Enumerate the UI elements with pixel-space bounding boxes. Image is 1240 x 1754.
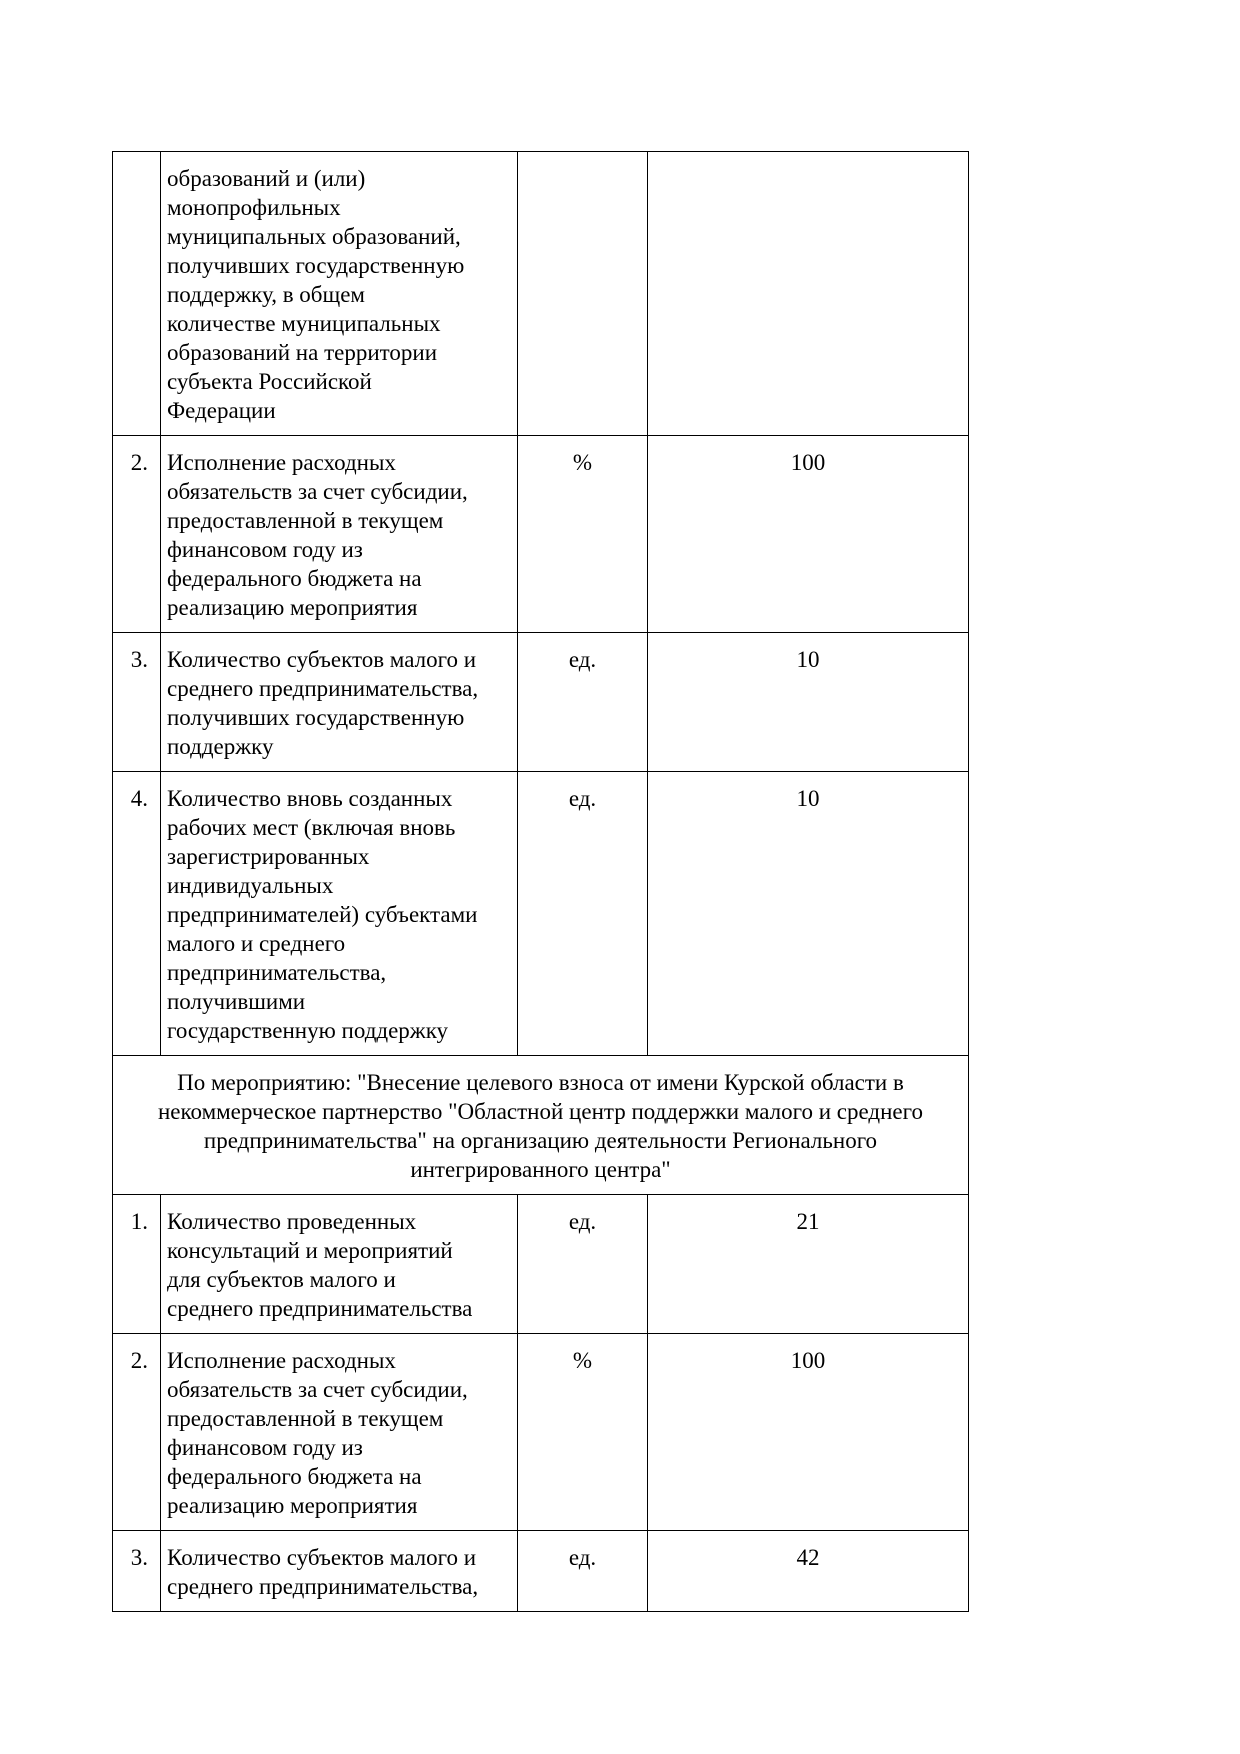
table-row — [113, 1195, 969, 1334]
description-line: финансовом году из — [167, 537, 363, 562]
section-row — [113, 1056, 969, 1195]
indicator-description — [161, 633, 518, 772]
description-line: среднего предпринимательства, — [167, 1574, 479, 1599]
indicator-value: 10 — [648, 633, 969, 772]
section-heading — [113, 1056, 969, 1195]
table-row — [113, 1334, 969, 1531]
description-line: индивидуальных — [167, 873, 334, 898]
indicator-value: 100 — [648, 436, 969, 633]
indicator-description — [161, 772, 518, 1056]
row-number: 4. — [113, 772, 161, 1056]
unit-of-measure: % — [518, 436, 648, 633]
indicator-description — [161, 1531, 518, 1612]
description-line: обязательств за счет субсидии, — [167, 479, 468, 504]
description-line: реализацию мероприятия — [167, 1493, 418, 1518]
unit-of-measure: ед. — [518, 1195, 648, 1334]
indicator-value: 10 — [648, 772, 969, 1056]
description-line: рабочих мест (включая вновь — [167, 815, 456, 840]
description-line: малого и среднего — [167, 931, 346, 956]
description-line: предпринимательства, — [167, 960, 387, 985]
description-line: среднего предпринимательства, — [167, 676, 479, 701]
description-line: консультаций и мероприятий — [167, 1238, 453, 1263]
table-row — [113, 772, 969, 1056]
description-line: субъекта Российской — [167, 369, 372, 394]
indicators-table — [112, 151, 969, 1612]
description-line: федерального бюджета на — [167, 1464, 422, 1489]
indicators-table-body — [113, 152, 969, 1612]
description-line: Исполнение расходных — [167, 1348, 396, 1373]
unit-of-measure: ед. — [518, 1531, 648, 1612]
unit-of-measure: ед. — [518, 772, 648, 1056]
indicator-description — [161, 1334, 518, 1531]
description-line: обязательств за счет субсидии, — [167, 1377, 468, 1402]
row-number: 2. — [113, 1334, 161, 1531]
indicator-value: 100 — [648, 1334, 969, 1531]
description-line: монопрофильных — [167, 195, 341, 220]
section-heading-line: предпринимательства" на организацию деятельности Регионального — [203, 1128, 878, 1153]
unit-of-measure: % — [518, 1334, 648, 1531]
table-row — [113, 1531, 969, 1612]
section-heading-line: интегрированного центра" — [410, 1157, 671, 1182]
description-line: федерального бюджета на — [167, 566, 422, 591]
description-line: предоставленной в текущем — [167, 508, 444, 533]
row-number: 3. — [113, 1531, 161, 1612]
description-line: поддержку — [167, 734, 274, 759]
description-line: государственную поддержку — [167, 1018, 449, 1043]
row-number — [113, 152, 161, 436]
unit-of-measure: ед. — [518, 633, 648, 772]
indicator-description — [161, 436, 518, 633]
description-line: предоставленной в текущем — [167, 1406, 444, 1431]
row-number: 2. — [113, 436, 161, 633]
description-line: Количество вновь созданных — [167, 786, 453, 811]
description-line: Количество субъектов малого и — [167, 1545, 477, 1570]
description-line: предпринимателей) субъектами — [167, 902, 478, 927]
description-line: финансовом году из — [167, 1435, 363, 1460]
indicator-value — [648, 152, 969, 436]
description-line: муниципальных образований, — [167, 224, 461, 249]
table-row — [113, 152, 969, 436]
description-line: поддержку, в общем — [167, 282, 365, 307]
indicator-value: 21 — [648, 1195, 969, 1334]
row-number: 1. — [113, 1195, 161, 1334]
indicator-description — [161, 1195, 518, 1334]
description-line: Количество субъектов малого и — [167, 647, 477, 672]
description-line: зарегистрированных — [167, 844, 370, 869]
table-row — [113, 633, 969, 772]
description-line: получивших государственную — [167, 253, 465, 278]
description-line: Исполнение расходных — [167, 450, 396, 475]
description-line: среднего предпринимательства — [167, 1296, 473, 1321]
description-line: для субъектов малого и — [167, 1267, 396, 1292]
indicator-value: 42 — [648, 1531, 969, 1612]
indicator-description — [161, 152, 518, 436]
section-heading-line: некоммерческое партнерство "Областной центр поддержки малого и среднего — [157, 1099, 923, 1124]
description-line: реализацию мероприятия — [167, 595, 418, 620]
description-line: Количество проведенных — [167, 1209, 417, 1234]
description-line: образований и (или) — [167, 166, 366, 191]
row-number: 3. — [113, 633, 161, 772]
description-line: образований на территории — [167, 340, 438, 365]
description-line: количестве муниципальных — [167, 311, 441, 336]
section-heading-line: По мероприятию: "Внесение целевого взноса от имени Курской области в — [177, 1070, 904, 1095]
description-line: Федерации — [167, 398, 276, 423]
table-row — [113, 436, 969, 633]
description-line: получившими — [167, 989, 306, 1014]
unit-of-measure — [518, 152, 648, 436]
description-line: получивших государственную — [167, 705, 465, 730]
